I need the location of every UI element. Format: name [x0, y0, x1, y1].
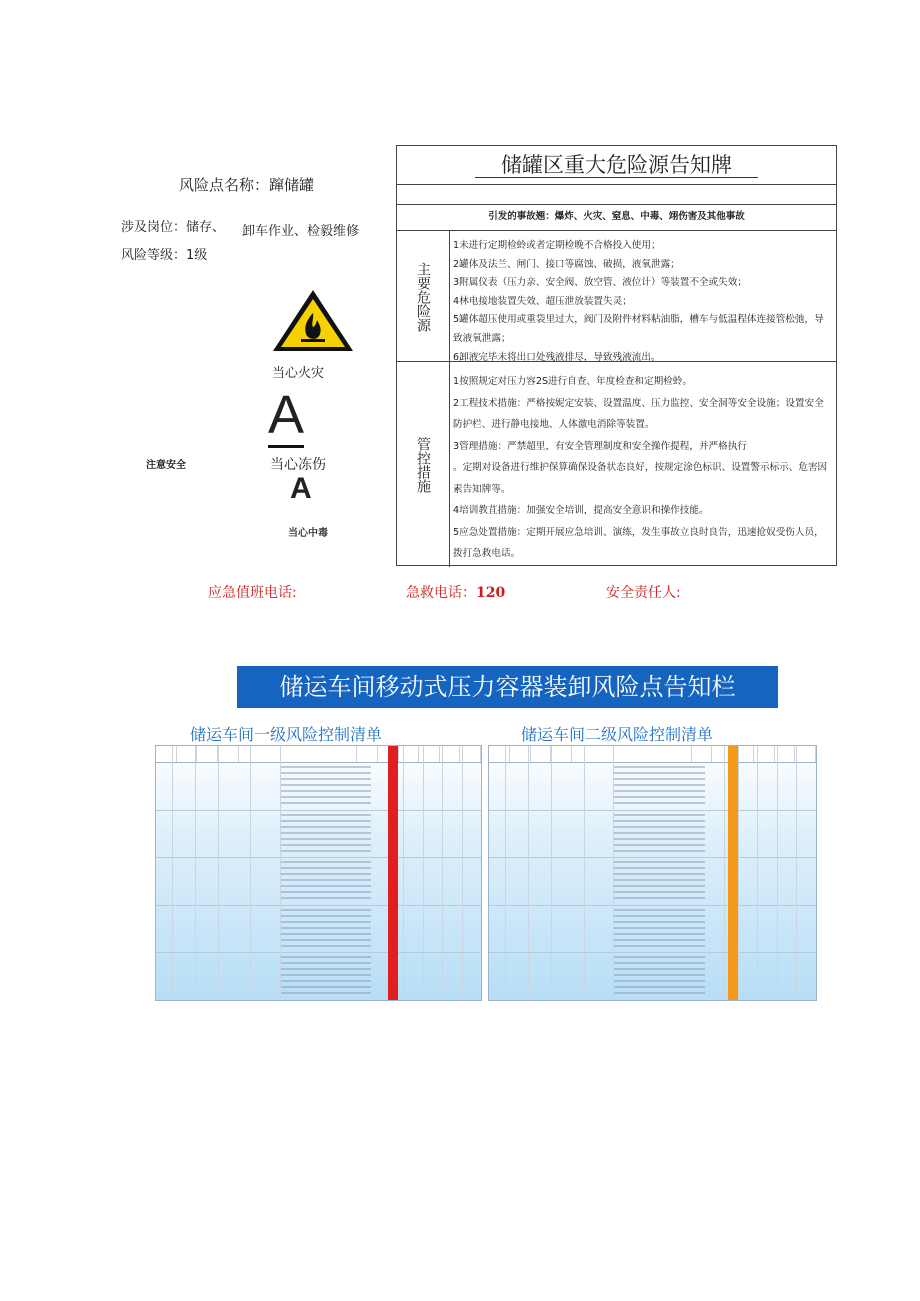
table-text-line [613, 974, 705, 976]
table-text-line [280, 826, 371, 828]
table-text-line [613, 891, 705, 893]
table-text-line [613, 844, 705, 846]
table-text-line [613, 826, 705, 828]
section-banner: 储运车间移动式压力容器装卸风险点告知栏 [237, 666, 778, 708]
table-column-divider [528, 746, 529, 1000]
table-text-line [613, 820, 705, 822]
table-text-line [280, 986, 371, 988]
risk-color-stripe [388, 746, 398, 1000]
table-text-line [280, 968, 371, 970]
table-row [156, 905, 481, 954]
table-text-line [280, 867, 371, 869]
table-text-line [280, 861, 371, 863]
table-text-line [613, 832, 705, 834]
hazard-sources-list [453, 237, 830, 367]
list-item: 3管理措施：严禁超里，有安全管理制度和安全操作提程，并严格执行 [453, 440, 747, 452]
list-item: 1按照规定对压力容2S进行自查、年度检查和定期检蛉。 [453, 376, 692, 387]
table-text-line [280, 897, 371, 899]
table-column-divider [551, 746, 552, 1000]
table-text-line [613, 861, 705, 863]
risk-color-stripe [728, 746, 738, 1000]
table-text-line [613, 879, 705, 881]
table-header-cell [218, 746, 239, 762]
post-label-continued: 卸车作业、检毅维修 [242, 224, 360, 239]
table-header-cell [197, 746, 218, 762]
table-text-line [613, 986, 705, 988]
table-text-line [280, 820, 371, 822]
table-column-divider [505, 746, 506, 1000]
table-header-cell [399, 746, 420, 762]
table-column-divider [796, 746, 797, 1000]
table-header [156, 746, 481, 763]
table-text-line [613, 796, 705, 798]
table-text-line [613, 802, 705, 804]
table-row [156, 952, 481, 1001]
table-column-divider [250, 746, 251, 1000]
table-text-line [280, 974, 371, 976]
responsible-person-label: 安全责任人: [606, 585, 681, 601]
table-column-divider [195, 746, 196, 1000]
table-header-cell [551, 746, 572, 762]
table-text-line [280, 909, 371, 911]
control-measures-header: 管控措施 [397, 362, 450, 567]
accident-types: 引发的事故翘：爆炸、火灾、窒息、中毒、翊伤害及其他事故 [488, 211, 745, 222]
table-column-divider [280, 746, 281, 1000]
table-row [489, 905, 816, 954]
table-row [489, 857, 816, 906]
table-text-line [613, 992, 705, 994]
table-text-line [613, 850, 705, 852]
table-text-line [613, 921, 705, 923]
list-item: 1未进行定期检蛉或者定期检晚不合格投入使用； [453, 240, 661, 251]
table-header-cell [572, 746, 692, 762]
list-item: 5罐体超压使用或重袋里过大，阀门及附件材料粘油脂，槽车与低温程体连接管松弛，导致液氧泄露； [453, 314, 824, 344]
list-item: 。定期对设备进行维护保算确保设备状态良好，按规定涂色标识、设置警示标示、危害因素告知牌等。 [453, 462, 828, 495]
table-text-line [613, 945, 705, 947]
warning-glyph-poison: A [290, 472, 312, 505]
table-text-line [280, 939, 371, 941]
table-text-line [280, 933, 371, 935]
flammable-warning-icon [270, 287, 356, 355]
table-text-line [280, 814, 371, 816]
level2-list-title: 储运车间二级风险控制清单 [521, 725, 714, 744]
table-text-line [280, 927, 371, 929]
hazard-sources-header: 主要危险源 [397, 231, 450, 362]
risk-point-name: 风险点名称：蹿储罐 [179, 176, 315, 194]
list-item: 2罐体及法兰、闸门、接口等腐蚀、破损，液氧泄露； [453, 258, 680, 270]
table-header-cell [357, 746, 378, 762]
control-measures-list [453, 371, 830, 565]
table-text-line [280, 945, 371, 947]
table-column-divider [403, 746, 404, 1000]
table-row [156, 762, 481, 811]
table-text-line [613, 909, 705, 911]
table-text-line [613, 956, 705, 958]
table-text-line [613, 790, 705, 792]
table-text-line [613, 980, 705, 982]
list-item: 5应急处置措施：定期开展应急培训、演练，发生事故立良时良告，迅速抢奴受伤人员，拨打急救电话。 [453, 526, 824, 559]
table-text-line [613, 814, 705, 816]
table-text-line [613, 939, 705, 941]
board-title: 储罐区重大危险源告知牌 [397, 146, 836, 185]
table-header-cell [460, 746, 481, 762]
table-text-line [613, 778, 705, 780]
table-text-line [280, 802, 371, 804]
warning-label-frost: 当心冻伤 [270, 457, 326, 473]
table-column-divider [172, 746, 173, 1000]
table-text-line [280, 879, 371, 881]
level1-control-table [155, 745, 482, 1001]
table-column-divider [442, 746, 443, 1000]
table-text-line [280, 844, 371, 846]
table-text-line [280, 790, 371, 792]
table-row [156, 857, 481, 906]
table-text-line [280, 766, 371, 768]
table-row [156, 810, 481, 859]
table-header-cell [795, 746, 816, 762]
warning-label-fire: 当心火灾 [272, 366, 325, 381]
table-header [489, 746, 816, 763]
table-text-line [280, 921, 371, 923]
table-text-line [613, 897, 705, 899]
list-item: 4培训教苴措施：加强安全培训，提高安全意识和操作技能。 [453, 505, 709, 516]
table-text-line [613, 968, 705, 970]
table-text-line [280, 992, 371, 994]
table-header-cell [239, 746, 358, 762]
table-text-line [613, 838, 705, 840]
table-text-line [280, 980, 371, 982]
level2-control-table [488, 745, 817, 1001]
table-text-line [280, 891, 371, 893]
table-column-divider [757, 746, 758, 1000]
table-text-line [613, 784, 705, 786]
duty-phone-label: 应急值班电话: [208, 585, 297, 601]
table-text-line [280, 885, 371, 887]
table-text-line [613, 766, 705, 768]
rescue-phone: 急救电话：120 [406, 585, 506, 601]
table-text-line [280, 832, 371, 834]
table-text-line [280, 956, 371, 958]
table-column-divider [613, 746, 614, 1000]
table-text-line [613, 772, 705, 774]
table-column-divider [724, 746, 725, 1000]
list-item: 6卸液完毕未将出口处残液排尽，导致残液流出。 [453, 351, 661, 363]
table-column-divider [423, 746, 424, 1000]
table-header-cell [531, 746, 552, 762]
caution-note: 注意安全 [146, 460, 186, 471]
table-row [489, 952, 816, 1001]
table-text-line [280, 838, 371, 840]
list-item: 3附属仪表（压力亲、安全阀、放空管、液位计）等装置不全或失效； [453, 277, 747, 289]
table-text-line [613, 933, 705, 935]
table-column-divider [584, 746, 585, 1000]
table-text-line [280, 915, 371, 917]
table-header-cell [692, 746, 713, 762]
list-item: 2工程技术措施：严格按妮定安装、设置温度、压力监控、安全洞等安全设施；设置安全防护栏、进行静电接地、人体激电消除等装置。 [453, 397, 824, 430]
table-text-line [280, 873, 371, 875]
hazard-notice-board [396, 145, 837, 566]
table-text-line [280, 772, 371, 774]
board-spacer [397, 184, 836, 205]
table-row [489, 762, 816, 811]
table-column-divider [777, 746, 778, 1000]
table-text-line [613, 915, 705, 917]
table-header-cell [489, 746, 510, 762]
risk-level: 风险等级：1级 [121, 248, 208, 263]
table-row [489, 810, 816, 859]
list-item: 4林电接地装置失效、超压泄放装置失灵； [453, 295, 632, 307]
table-text-line [280, 850, 371, 852]
table-text-line [613, 867, 705, 869]
table-text-line [280, 796, 371, 798]
hazard-sources-row [397, 230, 836, 362]
table-column-divider [462, 746, 463, 1000]
level1-list-title: 储运车间一级风险控制清单 [190, 725, 383, 744]
control-measures-row [397, 361, 836, 567]
table-text-line [280, 778, 371, 780]
table-header-cell [156, 746, 177, 762]
table-text-line [613, 962, 705, 964]
table-text-line [280, 962, 371, 964]
table-text-line [613, 885, 705, 887]
warning-glyph-frost: A [268, 388, 304, 442]
warning-label-poison: 当心中毒 [288, 528, 328, 539]
post-label: 涉及岗位：储存、 [121, 220, 226, 235]
table-text-line [280, 784, 371, 786]
table-text-line [613, 873, 705, 875]
table-text-line [613, 927, 705, 929]
table-column-divider [218, 746, 219, 1000]
